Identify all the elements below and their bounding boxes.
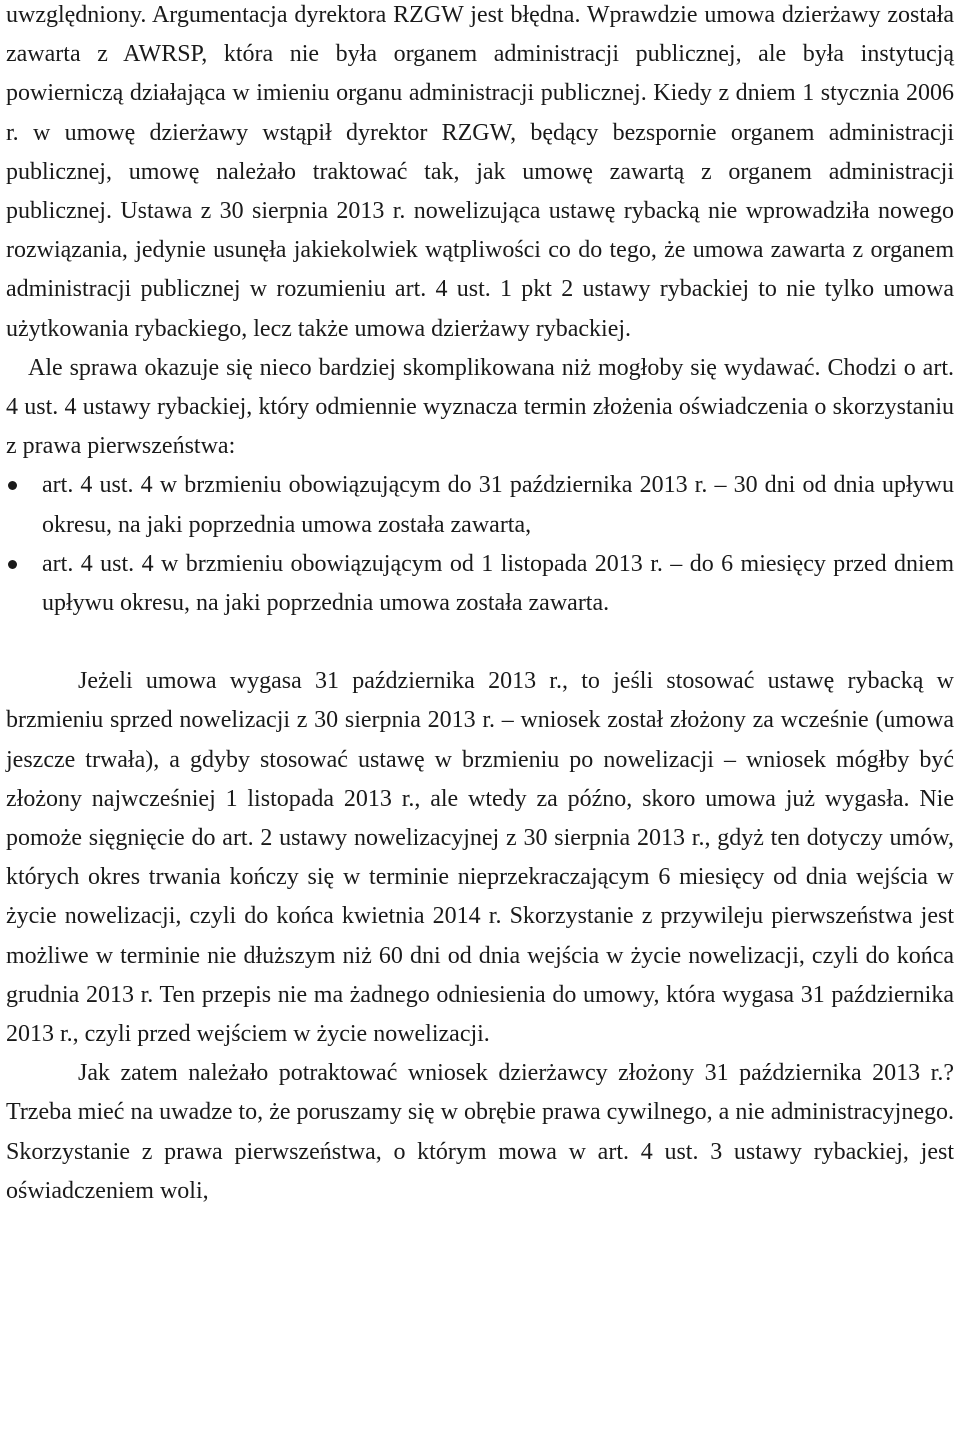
- document-page: [6, 0, 954, 1211]
- paragraph-civil-law: Jak zatem należało potraktować wniosek dzierżawcy złożony 31 października 2013 r.? Trzeba mieć na uwadze to, że poruszamy się w obrębie prawa cywilnego, a nie administracyjnego. Skorzystanie z prawa pierwszeństwa, o którym mowa w art. 4 ust. 3 ustawy rybackiej, jest oświadczeniem woli,: [6, 1060, 954, 1204]
- list-item-text: art. 4 ust. 4 w brzmieniu obowiązującym od 1 listopada 2013 r. – do 6 miesięcy przed dniem upływu okresu, na jaki poprzednia umowa została zawarta.: [42, 550, 954, 617]
- paragraph-expiry-analysis: Jeżeli umowa wygasa 31 października 2013 r., to jeśli stosować ustawę rybacką w brzmieniu sprzed nowelizacji z 30 sierpnia 2013 r. – wniosek został złożony za wcześnie (umowa jeszcze trwała), a gdyby stosować ustawę w brzmieniu po nowelizacji – wniosek mógłby być złożony najwcześniej 1 listopada 2013 r., ale wtedy za późno, skoro umowa już wygasła. Nie pomoże sięgnięcie do art. 2 ustawy nowelizacyjnej z 30 sierpnia 2013 r., gdyż ten dotyczy umów, których okres trwania kończy się w terminie nieprzekraczającym 6 miesięcy od dnia wejścia w życie nowelizacji, czyli do końca kwietnia 2014 r. Skorzystanie z przywileju pierwszeństwa jest możliwe w terminie nie dłuższym niż 60 dni od dnia wejścia w życie nowelizacji, czyli do końca grudnia 2013 r. Ten przepis nie ma żadnego odniesienia do umowy, która wygasa 31 października 2013 r., czyli przed wejściem w życie nowelizacji.: [6, 668, 954, 1048]
- paragraph-complication: Ale sprawa okazuje się nieco bardziej skomplikowana niż mogłoby się wydawać. Chodzi o art. 4 ust. 4 ustawy rybackiej, który odmiennie wyznacza termin złożenia oświadczenia o skorzystaniu z prawa pierwszeństwa:: [6, 354, 954, 460]
- bullet-icon: [8, 560, 17, 569]
- list-item: [6, 466, 954, 544]
- bullet-icon: [8, 481, 17, 490]
- list-item: [6, 545, 954, 623]
- list-item-text: art. 4 ust. 4 w brzmieniu obowiązującym do 31 października 2013 r. – 30 dni od dnia upływu okresu, na jaki poprzednia umowa została zawarta,: [42, 472, 954, 538]
- paragraph-rzgw-argument: uwzględniony. Argumentacja dyrektora RZGW jest błędna. Wprawdzie umowa dzierżawy została zawarta z AWRSP, która nie była organem administracji publicznej, ale była instytucją powierniczą działająca w imieniu organu administracji publicznej. Kiedy z dniem 1 stycznia 2006 r. w umowę dzierżawy wstąpił dyrektor RZGW, będący bezspornie organem administracji publicznej, umowę należało traktować tak, jak umowę zawartą z organem administracji publicznej. Ustawa z 30 sierpnia 2013 r. nowelizująca ustawę rybacką nie wprowadziła nowego rozwiązania, jedynie usunęła jakiekolwiek wątpliwości co do tego, że umowa zawarta z organem administracji publicznej w rozumieniu art. 4 ust. 1 pkt 2 ustawy rybackiej to nie tylko umowa użytkowania rybackiego, lecz także umowa dzierżawy rybackiej.: [6, 2, 954, 342]
- paragraph-spacer: [6, 623, 954, 662]
- deadline-list: [6, 466, 954, 623]
